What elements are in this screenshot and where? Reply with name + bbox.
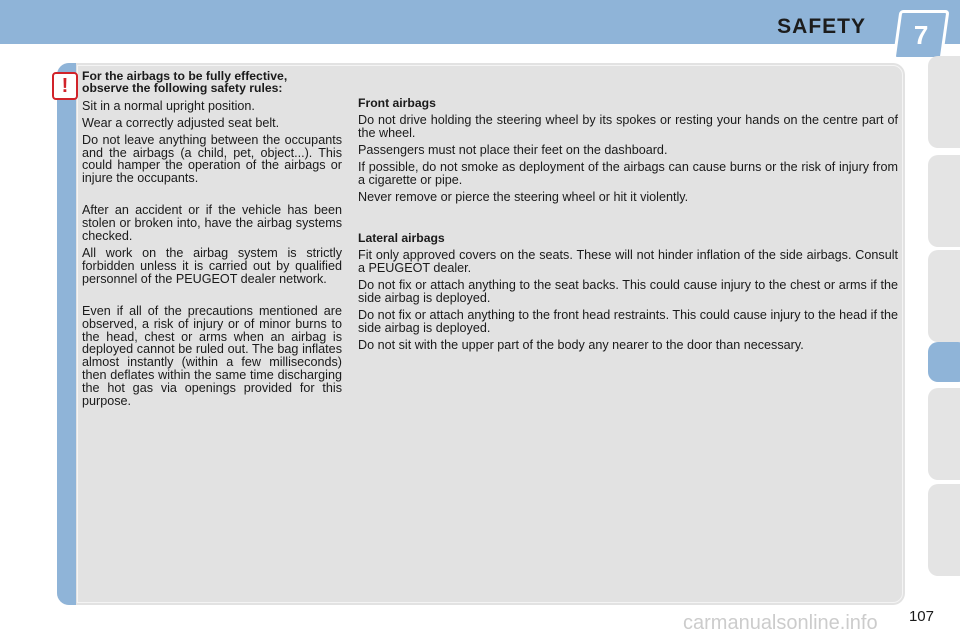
front-airbags-heading: Front airbags: [358, 96, 436, 110]
panel-stripe: [57, 63, 76, 605]
front-airbag-paragraph: Passengers must not place their feet on the dashboard.: [358, 143, 668, 158]
side-tab-3[interactable]: [928, 250, 960, 342]
lateral-airbag-paragraph: Do not fix or attach anything to the seat backs. This could cause injury to the chest or arms if the side airbag is deployed.: [358, 278, 898, 305]
side-tab-current[interactable]: [928, 342, 960, 382]
lateral-airbag-paragraph: Do not sit with the upper part of the body any nearer to the door than necessary.: [358, 337, 804, 352]
front-airbag-paragraph: Never remove or pierce the steering wheel or hit it violently.: [358, 189, 689, 204]
chapter-number: 7: [913, 19, 929, 50]
front-airbag-paragraph: Do not drive holding the steering wheel by its spokes or resting your hands on the centre part of the wheel.: [358, 113, 898, 141]
warning-exclamation-icon: [52, 72, 78, 100]
rule-paragraph: Do not leave anything between the occupants and the airbags (a child, pet, object...). This could hamper the operation of the airbags or injure the occupants.: [82, 132, 342, 186]
side-tab-2[interactable]: [928, 155, 960, 247]
rule-paragraph: Sit in a normal upright position.: [82, 98, 255, 113]
watermark: carmanualsonline.info: [683, 612, 878, 634]
lateral-airbags-heading: Lateral airbags: [358, 230, 445, 245]
rule-paragraph: All work on the airbag system is strictly forbidden unless it is carried out by qualified personnel of the PEUGEOT dealer network.: [82, 245, 342, 286]
rule-paragraph: After an accident or if the vehicle has been stolen or broken into, have the airbag systems checked.: [82, 203, 342, 244]
rule-paragraph: Even if all of the precautions mentioned are observed, a risk of injury or of minor burns to the head, chest or arms when an airbag is deployed cannot be ruled out. The bag inflates almost instantly (within a few milliseconds) then deflates within the same time discharging the hot gas via openings provided for this purpose.: [82, 303, 342, 409]
page-number: 107: [908, 608, 934, 625]
airbag-details-column: [358, 97, 898, 356]
safety-rules-column: [82, 70, 342, 412]
side-tab-5[interactable]: [928, 484, 960, 576]
warning-glyph: !: [61, 74, 69, 97]
lateral-airbag-paragraph: Fit only approved covers on the seats. These will not hinder inflation of the side airbags. Consult a PEUGEOT dealer.: [358, 248, 898, 276]
section-title: SAFETY: [777, 15, 866, 38]
front-airbag-paragraph: If possible, do not smoke as deployment of the airbags can cause burns or the risk of injury from a cigarette or pipe.: [358, 160, 898, 188]
rule-paragraph: Wear a correctly adjusted seat belt.: [82, 115, 280, 130]
side-tab-1[interactable]: [928, 56, 960, 148]
lateral-airbag-paragraph: Do not fix or attach anything to the front head restraints. This could cause injury to the head if the side airbag is deployed.: [358, 307, 898, 335]
chapter-tab[interactable]: [892, 10, 949, 60]
side-tab-4[interactable]: [928, 388, 960, 480]
safety-rules-heading: For the airbags to be fully effective, observe the following safety rules:: [82, 69, 288, 96]
